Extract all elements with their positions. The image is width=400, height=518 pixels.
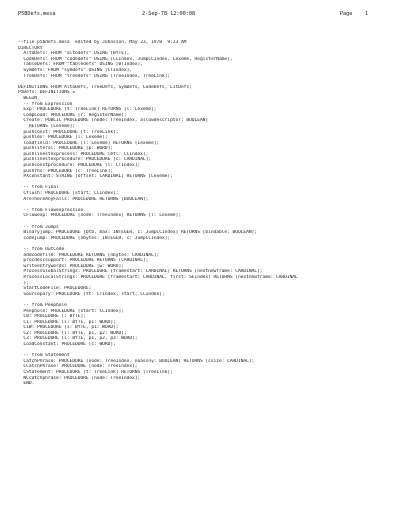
code-line: --file p5bdefs.mesa edited by Johnsson, May 23, 1978 9:23 AM [18,40,187,45]
code-line: -- from Peephole [18,302,67,308]
code-line: Sourcepary: PROCEDURE [tt: CTIndex, start: CCIndex]; [18,291,165,297]
code-line: Exp: PROCEDURE [t: TreeLink] RETURNS [l: Lexeme]; [18,107,157,113]
code-line: C0: PROCEDURE [: BYTE]; [18,314,86,320]
code-line: codejump: PROCEDURE [nbytes: INTEGER, c: JumpCCIndex]; [18,235,171,241]
code-line: -- from Jumps [18,224,59,230]
code-line: TreeDefs: FROM "treedefs" USING [TreeIndex, TreeLink]; [18,73,171,79]
code-line: -- from Expression [18,101,73,107]
code-line: P5Defs: DEFINITIONS = [18,90,76,96]
code-line: -- from Final [18,185,59,191]
code-line: Peephole: PROCEDURE [start: CCIndex]; [18,308,124,314]
code-line: AreThereAnyFalls: PROCEDURE RETURNS [BOOLEAN]; [18,196,149,202]
code-line: C1: PROCEDURE [i: BYTE, p1: WORD]; [18,319,116,325]
code-line: PXconstant: STRING [offset: CARDINAL] RETURNS [Lexeme]; [18,174,173,180]
source-listing [18,40,390,387]
code-line: addcodefile: PROCEDURE RETURNS [nbytes: CARDINAL]; [18,252,160,258]
code-line: -- from Flowexpression [18,207,84,213]
code-line: ]; [18,280,29,286]
code-line: TableDefs: FROM "tabledefs" USING [BTIndex], [18,62,143,68]
code-line: writeentrywords: PROCEDURE [w: WORD]; [18,263,124,269]
code-line: pushconstprocedure: PROCEDURE [l: CTIndex]; [18,163,141,169]
code-line: pushlinestexprocess: PROCEDURE [btl: CCIndex]; [18,151,149,157]
code-line: pushconst: PROCEDURE [t: TreeLink]; [18,129,119,135]
code-line: Cflush: PROCEDURE [start: CCIndex]; [18,191,119,197]
code-line: -- from OutCode [18,246,65,252]
code-line: Create: PUBLIC PROCEDURE [node: TreeIndex, allowdescriptor: BOOLEAN] [18,118,209,124]
header-filename: P5BDefs.mesa [18,11,56,17]
code-line: SymDefs: FROM "symdefs" USING [CTIndex], [18,67,133,73]
page-header [18,9,382,19]
header-page-label: Page [339,11,353,17]
code-line: END. [18,381,35,387]
code-line: BEGIN [18,95,38,101]
code-line: loadfield: PROCEDURE [l: Lexeme] RETURNS [Lexeme]; [18,140,160,146]
code-line: CodeDefs: FROM "codedefs" USING [CCIndex, JumpCCIndex, Lexeme, RegisterName], [18,56,233,62]
code-line: pushrhs: PROCEDURE [c: TreeLink]; [18,168,114,174]
code-line: pushliteral: PROCEDURE [p: WORD]; [18,146,114,152]
code-line: CFlowexp: PROCEDURE [node: TreeIndex] RETURNS [l: Lexeme]; [18,213,181,219]
code-line: pushlex: PROCEDURE [l: Lexeme]; [18,135,108,141]
code-line: CStatement: PROCEDURE [t: TreeLink] RETURNS [TreeLink]; [18,370,173,376]
code-line: C3: PROCEDURE [i: BYTE, p1, p2, p3: WORD]; [18,336,138,342]
code-line: NCcatchphrase: PROCEDURE [node: TreeIndex]; [18,375,141,381]
code-line: DEFINITIONS FROM AltoDefs, TreeDefs, SymDefs, CodeDefs, LitDefs; [18,84,192,90]
header-page-number: 1 [364,11,368,17]
code-line: C1W: PROCEDURE [i: BYTE, p1: WORD]; [18,325,119,331]
code-line: CompLoad: PROCEDURE [r: RegisterName]; [18,112,127,118]
code-line: LoadConstant: PROCEDURE [c: WORD]; [18,342,116,348]
code-line: StartCodeFile: PROCEDURE; [18,286,92,292]
code-line: C2: PROCEDURE [i: BYTE, p1, p2: WORD]; [18,330,127,336]
code-line: ProcessLocalStrings: PROCEDURE [framestart: CARDINAL, first: SEIndex] RETURNS [nextnewframe: CARDINAL [18,274,298,280]
code-line: RETURNS [Lexeme]; [18,123,76,129]
code-line: pushlinestexprocedure: PROCEDURE [c: CARDINAL]; [18,157,152,163]
code-line: AltoDefs: FROM "altodefs" USING [BYTE], [18,51,130,57]
code-line: procdescsupport: PROCEDURE RETURNS [CARDINAL]; [18,258,149,264]
header-datetime: 2-Sep-78 12:00:08 [142,11,196,17]
header-page-indicator [340,9,368,19]
code-line: Binaryjump: PROCEDURE [btb, max: INTEGER, c: JumpCCIndex] RETURNS [bindable: BOOLEAN]; [18,230,257,236]
code-line: CCatchPhrase: PROCEDURE [node: TreeIndex]; [18,364,138,370]
code-line: ProcessGlobalStrings: PROCEDURE [framestart: CARDINAL] RETURNS [nextnewframe: CARDINAL]; [18,269,263,275]
code-line: DIRECTORY [18,45,43,51]
code-line: CatchPhrase: PROCEDURE [node: TreeIndex, noassny: BOOLEAN] RETURNS [csize: CARDINAL]; [18,358,255,364]
code-line: -- from Statement [18,353,70,359]
